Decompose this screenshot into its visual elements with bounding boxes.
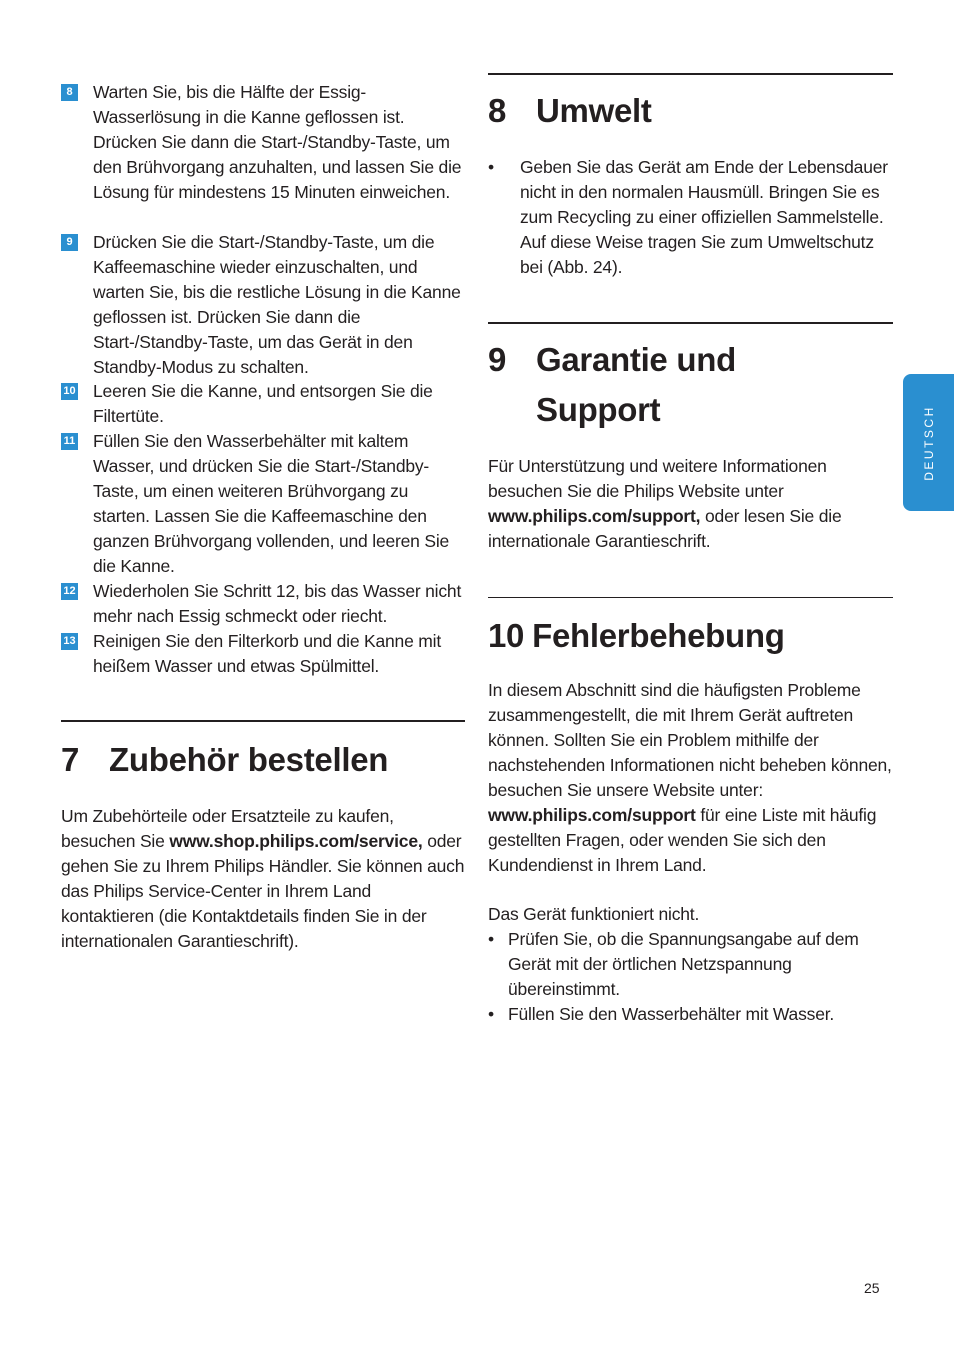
bullet-text: Geben Sie das Gerät am Ende der Lebensdauer nicht in den normalen Hausmüll. Bringen Sie es zum Recycling zu einer offiziellen Sammelstelle. Auf diese Weise tragen Sie zum Umweltschutz bei (Abb. 24). bbox=[520, 157, 888, 277]
page-number: 25 bbox=[864, 1280, 880, 1296]
section-number: 10 bbox=[488, 617, 525, 654]
shop-link[interactable]: www.shop.philips.com/service, bbox=[169, 831, 423, 851]
step-number-badge: 11 bbox=[61, 433, 78, 450]
section-9-paragraph bbox=[488, 454, 893, 554]
section-divider bbox=[488, 597, 893, 598]
section-divider bbox=[488, 73, 893, 75]
step-text: Drücken Sie die Start-/Standby-Taste, um die Kaffeemaschine wieder einzuschalten, und warten Sie, bis die restliche Lösung in die Kanne geflossen ist. Drücken Sie dann die Start-/Standby-Taste, um das Gerät in den Standby-Modus zu schalten. bbox=[93, 232, 461, 377]
support-link[interactable]: www.philips.com/support, bbox=[488, 506, 701, 526]
step-number-badge: 9 bbox=[61, 234, 78, 251]
step-text: Füllen Sie den Wasserbehälter mit kaltem Wasser, und drücken Sie die Start-/Standby-Taste, um einen weiteren Brühvorgang zu starten. Lassen Sie die Kaffeemaschine den ganzen Brühvorgang vollenden, und leeren Sie die Kanne. bbox=[93, 431, 450, 576]
section-number: 7 bbox=[61, 741, 80, 778]
section-number: 8 bbox=[488, 92, 507, 129]
step-number-badge: 12 bbox=[61, 583, 78, 600]
step-number-badge: 10 bbox=[61, 383, 78, 400]
paragraph-text: Um Zubehörteile oder Ersatzteile zu kaufen, besuchen Sie bbox=[61, 806, 394, 851]
section-title-line: Support bbox=[536, 391, 661, 428]
bullet-text: Prüfen Sie, ob die Spannungsangabe auf dem Gerät mit der örtlichen Netzspannung übereinstimmt. bbox=[508, 929, 859, 999]
section-divider bbox=[488, 322, 893, 324]
language-label: DEUTSCH bbox=[921, 404, 936, 481]
paragraph-text: In diesem Abschnitt sind die häufigsten Probleme zusammengestellt, die mit Ihrem Gerät auftreten können. Sollten Sie ein Problem mithilfe der nachstehenden Informationen nicht beheben können, besuchen Sie unsere Website unter: bbox=[488, 680, 892, 800]
paragraph-text: für eine Liste mit häufig gestellten Fragen, oder wenden Sie sich den Kundendienst in Ihrem Land. bbox=[488, 805, 877, 875]
step-number-badge: 8 bbox=[61, 84, 78, 101]
section-7-paragraph bbox=[61, 804, 465, 954]
section-title-line: Garantie und bbox=[536, 341, 736, 378]
problem-heading: Das Gerät funktioniert nicht. bbox=[488, 904, 700, 924]
bullet-dot: • bbox=[488, 1004, 494, 1024]
section-title bbox=[536, 335, 736, 435]
paragraph-text: oder lesen Sie die internationale Garantieschrift. bbox=[488, 506, 842, 551]
language-tab bbox=[903, 374, 954, 511]
step-text: Warten Sie, bis die Hälfte der Essig-Wasserlösung in die Kanne geflossen ist. Drücken Sie dann die Start-/Standby-Taste, um den Brühvorgang anzuhalten, und lassen Sie die Lösung für mindestens 15 Minuten einweichen. bbox=[93, 82, 462, 202]
section-title: Fehlerbehebung bbox=[532, 617, 785, 654]
section-10-heading bbox=[488, 611, 893, 661]
section-divider bbox=[61, 720, 465, 722]
section-8-heading bbox=[488, 86, 893, 136]
bullet-dot: • bbox=[488, 157, 494, 177]
section-7-heading bbox=[61, 735, 465, 785]
paragraph-text: Für Unterstützung und weitere Informationen besuchen Sie die Philips Website unter bbox=[488, 456, 827, 501]
step-text: Leeren Sie die Kanne, und entsorgen Sie die Filtertüte. bbox=[93, 381, 433, 426]
step-text: Wiederholen Sie Schritt 12, bis das Wasser nicht mehr nach Essig schmeckt oder riecht. bbox=[93, 581, 462, 626]
step-number-badge: 13 bbox=[61, 633, 78, 650]
section-title: Zubehör bestellen bbox=[109, 741, 389, 778]
section-number: 9 bbox=[488, 341, 507, 378]
bullet-text: Füllen Sie den Wasserbehälter mit Wasser. bbox=[508, 1004, 835, 1024]
step-text: Reinigen Sie den Filterkorb und die Kanne mit heißem Wasser und etwas Spülmittel. bbox=[93, 631, 442, 676]
paragraph-text: oder gehen Sie zu Ihrem Philips Händler. Sie können auch das Philips Service-Center in Ihrem Land kontaktieren (die Kontaktdetails finden Sie in der internationalen Garantieschrift). bbox=[61, 831, 465, 951]
section-10-paragraph bbox=[488, 678, 893, 878]
support-link[interactable]: www.philips.com/support bbox=[488, 805, 696, 825]
bullet-dot: • bbox=[488, 929, 494, 949]
section-title: Umwelt bbox=[536, 92, 652, 129]
section-9-heading bbox=[488, 335, 893, 435]
